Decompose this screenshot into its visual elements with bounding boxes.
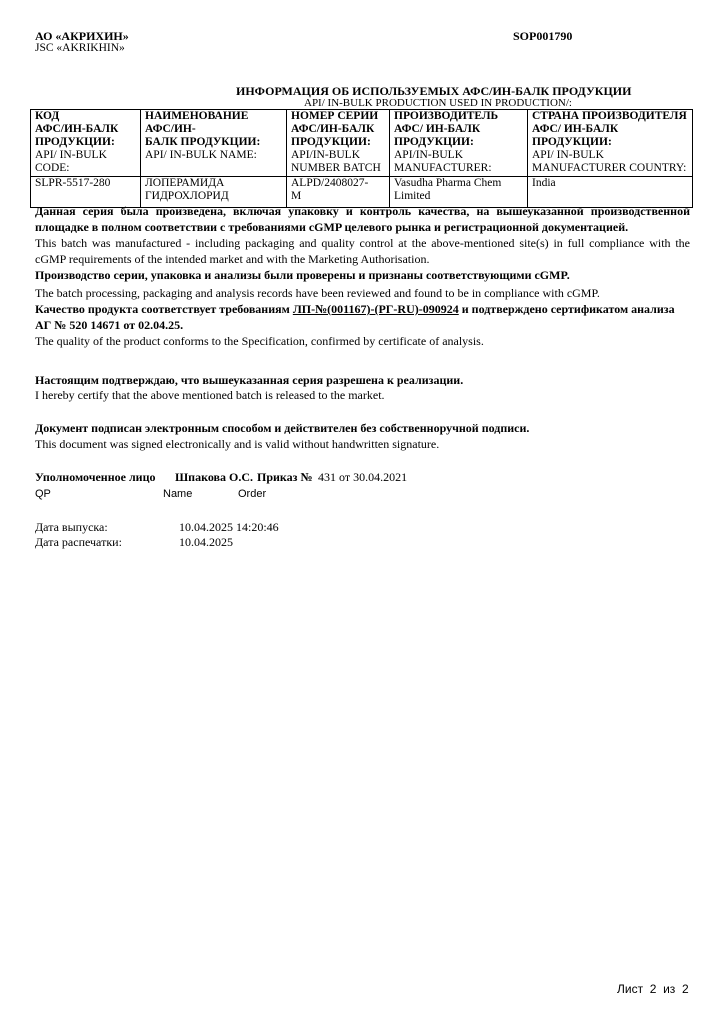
order-text: 431 от 30.04.2021 — [318, 470, 408, 484]
statement-4-en: I hereby certify that the above mentioned batch is released to the market. — [35, 388, 385, 402]
api-table — [30, 109, 693, 208]
header-name: НАИМЕНОВАНИЕ АФС/ИН- БАЛК ПРОДУКЦИИ: API/ IN-BULK NAME: — [141, 110, 287, 177]
statement-5-ru: Документ подписан электронным способом и действителен без собственноручной подписи. — [35, 421, 530, 435]
cell-country: India — [528, 177, 693, 208]
cell-manufacturer: Vasudha Pharma Chem Limited — [390, 177, 528, 208]
section-title-ru: ИНФОРМАЦИЯ ОБ ИСПОЛЬЗУЕМЫХ АФС/ИН-БАЛК ПРОДУКЦИИ — [236, 84, 632, 98]
release-date-label: Дата выпуска: — [35, 520, 108, 534]
header-batch: НОМЕР СЕРИИ АФС/ИН-БАЛК ПРОДУКЦИИ: API/IN-BULK NUMBER BATCH — [287, 110, 390, 177]
print-date-label: Дата распечатки: — [35, 535, 122, 549]
cell-batch: ALPD/2408027- M — [287, 177, 390, 208]
print-date-value: 10.04.2025 — [179, 535, 233, 549]
company-name-ru: АО «АКРИХИН» — [35, 29, 129, 43]
header-manufacturer: ПРОИЗВОДИТЕЛЬ АФС/ ИН-БАЛК ПРОДУКЦИИ: API/IN-BULK MANUFACTURER: — [390, 110, 528, 177]
company-name-en: JSC «AKRIKHIN» — [35, 42, 125, 54]
order-label-en: Order — [238, 488, 267, 500]
table-header-row — [31, 110, 693, 177]
qp-label-ru: Уполномоченное лицо — [35, 470, 156, 484]
name-label-en: Name — [163, 488, 193, 500]
release-date-value: 10.04.2025 14:20:46 — [179, 520, 279, 534]
statement-2-ru: Производство серии, упаковка и анализы были проверены и признаны соответствующими cGMP. — [35, 268, 570, 282]
cell-code: SLPR-5517-280 — [31, 177, 141, 208]
statement-4-ru: Настоящим подтверждаю, что вышеуказанная серия разрешена к реализации. — [35, 373, 464, 387]
statement-5-en: This document was signed electronically and is valid without handwritten signature. — [35, 437, 440, 451]
table-row — [31, 177, 693, 208]
document-code: SOP001790 — [513, 29, 573, 43]
statement-3-ru: Качество продукта соответствует требованиям ЛП-№(001167)-(РГ-RU)-090924 и подтверждено сертификатом анализа АГ № 520 14671 от 02.04.25. — [35, 302, 675, 332]
qp-name: Шпакова О.С. — [175, 470, 254, 484]
header-country: СТРАНА ПРОИЗВОДИТЕЛЯ АФС/ ИН-БАЛК ПРОДУКЦИИ: API/ IN-BULK MANUFACTURER COUNTRY: — [528, 110, 693, 177]
statement-3-en: The quality of the product conforms to the Specification, confirmed by certificate of analysis. — [35, 334, 484, 348]
cell-name: ЛОПЕРАМИДА ГИДРОХЛОРИД — [141, 177, 287, 208]
statement-1-ru: Данная серия была произведена, включая упаковку и контроль качества, на вышеуказанной производственной площадке в полном соответствии с требованиями cGMP целевого рынка и регистрационной документацией. — [35, 204, 690, 234]
qp-label-en: QP — [35, 488, 51, 500]
page-number: Лист 2 из 2 — [617, 982, 689, 996]
header-code: КОД АФС/ИН-БАЛК ПРОДУКЦИИ: API/ IN-BULK CODE: — [31, 110, 141, 177]
statement-2-en: The batch processing, packaging and analysis records have been reviewed and found to be in compliance with cGMP. — [35, 286, 600, 300]
registration-reference: ЛП-№(001167)-(РГ-RU)-090924 — [292, 302, 459, 316]
statement-1-en: This batch was manufactured - including packaging and quality control at the above-mentioned site(s) in full compliance with the cGMP requirements of the intended market and with the Marketing Authorisation. — [35, 236, 690, 266]
section-title-en: API/ IN-BULK PRODUCTION USED IN PRODUCTION/: — [304, 97, 572, 109]
order-label-ru: Приказ № — [257, 470, 313, 484]
